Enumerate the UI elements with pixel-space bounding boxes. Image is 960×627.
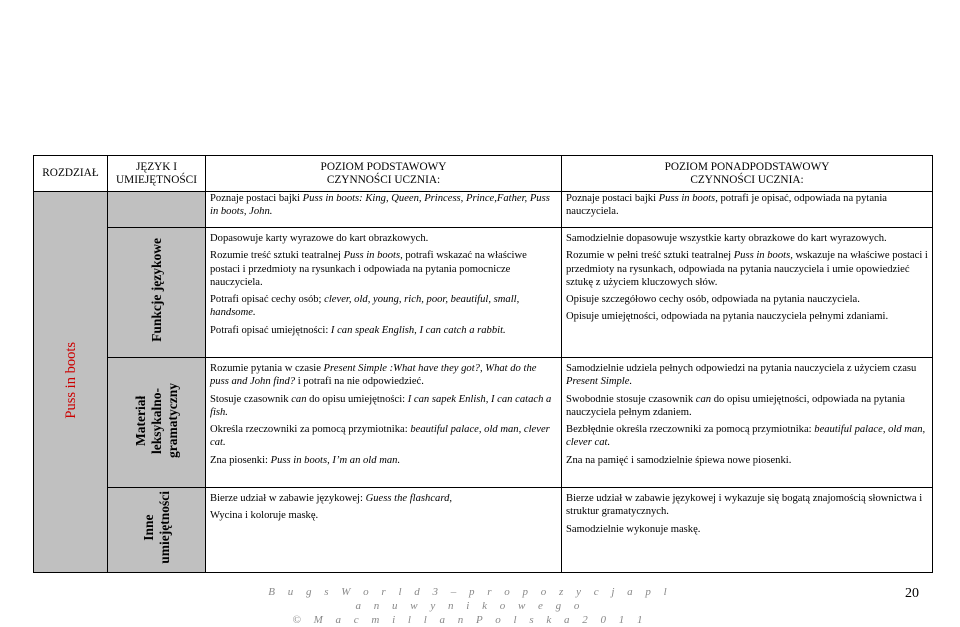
text-run: i potrafi na nie odpowiedzieć. [295,376,424,388]
text-run: Potrafi opisać cechy osób; [210,294,325,306]
requirement-item [566,423,928,450]
intro-label-cell [108,192,206,228]
requirement-item [210,249,557,289]
section-label-cell [108,358,206,488]
page-footer [260,585,680,627]
italic-text: Present Simple :What have they got?, What do the puss and John find? [210,363,537,388]
italic-text: Guess the flashcard, [365,493,453,504]
page-number: 20 [905,586,919,601]
italic-text: I can sapek Enlish, I can catach a fish. [210,393,552,418]
chapter-title: Puss in boots [62,341,79,419]
text-run: Opisuje szczegółowo cechy osób, odpowiada na pytania nauczyciela. [566,294,860,306]
requirement-item [210,293,557,320]
requirement-item [566,492,928,519]
section-row-other [34,488,933,573]
intro-basic-text [210,192,557,219]
text-run: Bezbłędnie określa rzeczowniki za pomocą przymiotnika: [566,424,815,436]
italic-text: can [291,393,307,405]
italic-text: I can speak English, I can catch a rabbit. [330,324,506,336]
section-row-functions [34,228,933,358]
header-row [34,156,933,192]
intro-advanced-text [566,192,928,219]
text-run: Zna piosenki: [210,454,271,466]
section-basic-cell [206,488,562,573]
requirement-item [210,232,557,245]
text-run: Rozumie treść sztuki teatralnej [210,250,344,262]
requirement-item [210,492,557,505]
text-run: Zna na pamięć i samodzielnie śpiewa nowe piosenki. [566,454,792,466]
requirement-item [566,232,928,245]
italic-text: can [695,393,712,405]
section-basic-list [210,488,557,523]
section-advanced-cell [562,358,933,488]
section-label: Inne umiejętności [140,491,172,565]
text-run: Poznaje postaci bajki [566,193,659,204]
section-label: Materiał leksykalno- gramatyczny [132,382,180,458]
text-run: Bierze udział w zabawie językowej: [210,493,366,504]
requirement-item [566,310,928,323]
section-basic-list [210,228,557,337]
section-advanced-list [566,488,928,536]
italic-text: Puss in boots, I’m an old man. [270,454,401,466]
intro-advanced-cell [562,192,933,228]
section-label-cell [108,228,206,358]
text-run: do opisu umiejętności, odpowiada na pytania nauczyciela pełnym zdaniem. [566,393,905,418]
section-basic-cell [206,228,562,358]
text-run: do opisu umiejętności: [306,393,408,405]
italic-text: clever, old, young, rich, poor, beautiful, small, handsome. [210,294,520,319]
requirement-item [210,423,557,450]
text-run: Wycina i koloruje maskę. [210,510,319,522]
italic-text: beautiful palace, old man, clever cat. [210,424,550,449]
text-run: Określa rzeczowniki za pomocą przymiotnika: [210,424,411,436]
header-poziom-ponadpodstawowy: POZIOM PONADPODSTAWOWY CZYNNOŚCI UCZNIA: [562,156,933,192]
text-run: Swobodnie stosuje czasownik [566,393,696,405]
italic-text: Puss in boots [658,193,716,204]
header-rozdzial: ROZDZIAŁ [34,156,108,192]
requirement-item [210,454,557,467]
section-advanced-list [566,358,928,467]
requirement-item [566,393,928,420]
requirement-item [566,249,928,289]
requirement-item [210,393,557,420]
section-row-grammar [34,358,933,488]
header-jezyk: JĘZYK I UMIEJĘTNOŚCI [108,156,206,192]
requirement-item [566,454,928,467]
requirement-item [566,362,928,389]
text-run: wskazuje na właściwe postaci i przedmioty na rysunkach, odpowiada na pytania nauczyciela i umie opowiedzieć sztukę z użyciem kluczowych słów. [566,250,928,288]
text-run: Dopasowuje karty wyrazowe do kart obrazkowych. [210,233,429,244]
requirements-table [33,155,933,573]
section-advanced-list [566,228,928,324]
section-label: Funkcje językowe [148,238,164,343]
footer-title: B u g s W o r l d 3 – p r o p o z y c j a p l a n u w y n i k o w e g o [268,586,672,612]
requirement-item [210,324,557,337]
text-run: Samodzielnie dopasowuje wszystkie karty obrazkowe do kart wyrazowych. [566,233,887,244]
text-run: potrafi wskazać na właściwe postaci i przedmioty na rysunkach i odpowiada na pytania pomocnicze nauczyciela. [210,250,527,288]
section-basic-list [210,358,557,467]
footer-copyright: © M a c m i l l a n P o l s k a 2 0 1 1 [292,614,648,626]
text-run: Opisuje umiejętności, odpowiada na pytania nauczyciela pełnymi zdaniami. [566,311,889,323]
requirement-item [210,362,557,389]
text-run: Samodzielnie udziela pełnych odpowiedzi na pytania nauczyciela z użyciem czasu [566,363,917,374]
requirement-item [566,293,928,306]
text-run: Samodzielnie wykonuje maskę. [566,523,701,535]
text-run: , potrafi je opisać, odpowiada na pytania nauczyciela. [566,193,887,218]
header-poziom-podstawowy: POZIOM PODSTAWOWY CZYNNOŚCI UCZNIA: [206,156,562,192]
text-run: Stosuje czasownik [210,393,292,405]
italic-text: beautiful palace, old man, clever cat. [566,424,926,449]
text-run: Poznaje postaci bajki [210,193,303,204]
text-run: Potrafi opisać umiejętności: [210,324,331,336]
section-basic-cell [206,358,562,488]
intro-row [34,192,933,228]
italic-text: Puss in boots, [733,250,793,262]
text-run: Rozumie pytania w czasie [210,363,324,374]
section-advanced-cell [562,228,933,358]
text-run: Bierze udział w zabawie językowej i wykazuje się bogatą znajomością słownictwa i struktur gramatycznych. [566,493,923,518]
chapter-cell [34,192,108,573]
requirement-item [566,523,928,536]
italic-text: Present Simple. [566,376,633,388]
section-label-cell [108,488,206,573]
section-advanced-cell [562,488,933,573]
italic-text: Puss in boots, [343,250,403,262]
text-run: Rozumie w pełni treść sztuki teatralnej [566,250,734,262]
intro-basic-cell [206,192,562,228]
italic-text: Puss in boots: King, Queen, Princess, Prince,Father, Puss in boots, John. [210,193,550,218]
requirement-item [210,509,557,522]
